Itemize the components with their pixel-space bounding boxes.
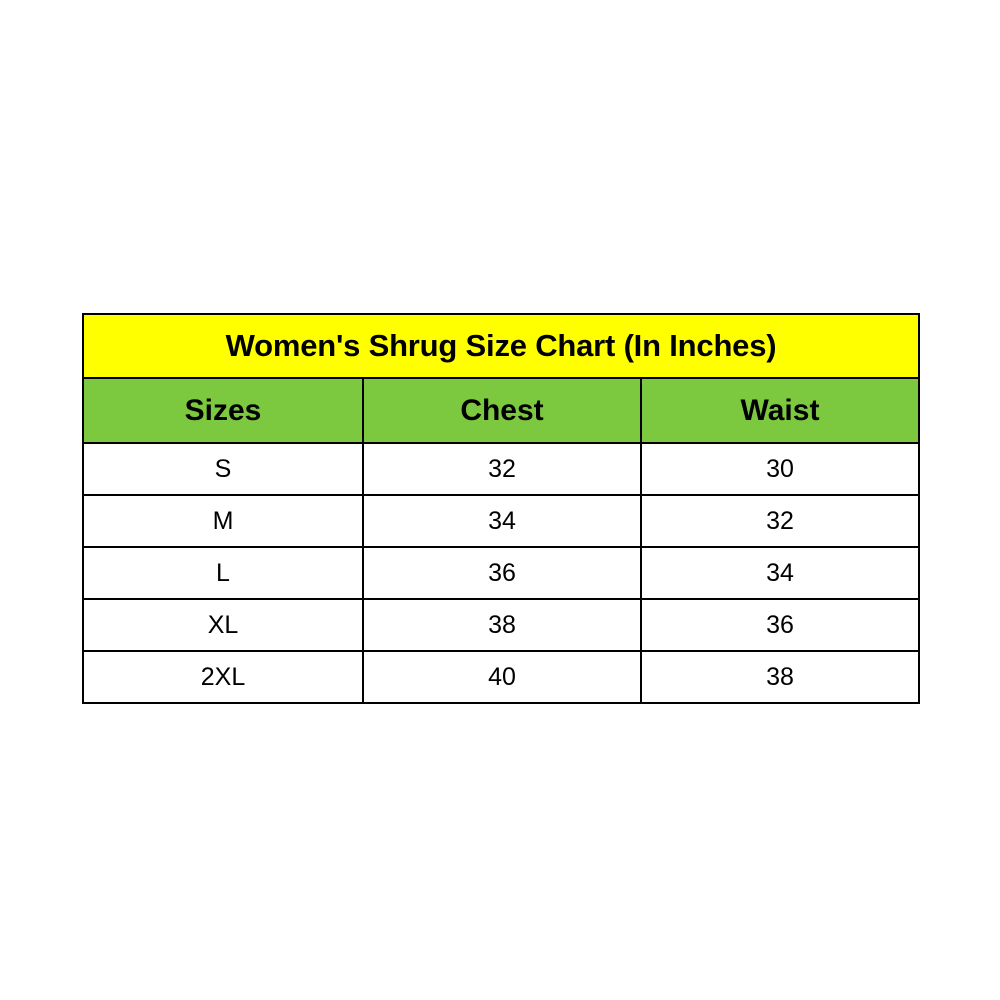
cell-waist: 30 bbox=[641, 443, 919, 495]
table-header-row bbox=[83, 378, 919, 443]
cell-chest: 36 bbox=[363, 547, 641, 599]
cell-waist: 34 bbox=[641, 547, 919, 599]
table-row bbox=[83, 651, 919, 703]
cell-waist: 32 bbox=[641, 495, 919, 547]
cell-chest: 40 bbox=[363, 651, 641, 703]
cell-chest: 34 bbox=[363, 495, 641, 547]
column-header-sizes: Sizes bbox=[83, 378, 363, 443]
cell-size: XL bbox=[83, 599, 363, 651]
column-header-chest: Chest bbox=[363, 378, 641, 443]
size-chart-table bbox=[82, 313, 920, 704]
table-row bbox=[83, 495, 919, 547]
cell-waist: 38 bbox=[641, 651, 919, 703]
cell-size: L bbox=[83, 547, 363, 599]
cell-chest: 32 bbox=[363, 443, 641, 495]
cell-waist: 36 bbox=[641, 599, 919, 651]
table-title-row bbox=[83, 314, 919, 378]
cell-size: S bbox=[83, 443, 363, 495]
cell-size: 2XL bbox=[83, 651, 363, 703]
chart-title: Women's Shrug Size Chart (In Inches) bbox=[83, 314, 919, 378]
cell-size: M bbox=[83, 495, 363, 547]
table-row bbox=[83, 547, 919, 599]
cell-chest: 38 bbox=[363, 599, 641, 651]
table-row bbox=[83, 599, 919, 651]
column-header-waist: Waist bbox=[641, 378, 919, 443]
size-chart-container bbox=[82, 313, 918, 704]
table-row bbox=[83, 443, 919, 495]
